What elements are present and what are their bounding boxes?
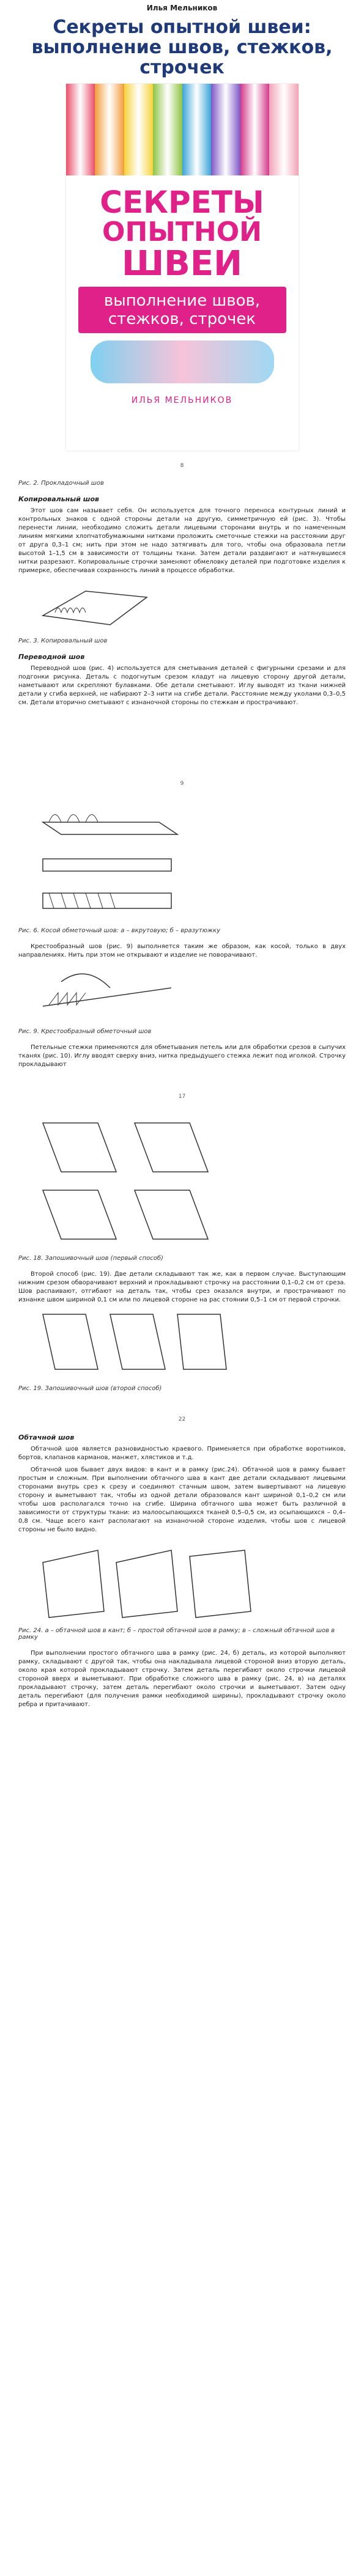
thread-spool [240,84,270,175]
section-heading: Копировальный шов [18,495,99,503]
paragraph: При выполнении простого обтачного шва в рамку (рис. 24, б) деталь, из которой выполняют рамку, складывают с другой так, чтобы она накладывала лицевой стороной вниз вторую деталь, около края которой прокладывают строчку. Затем деталь перегибают около строчки лицевой стороной вверх и выметывают. При обработке сложного шва в рамку (рис. 24, в) на деталях прокладывают строчку, затем деталь перегибают около строчки и выметывают. Затем одну деталь перегибают (для получения рамки необходимой ширины), прокладывают строчку около ребра и притачивают. [18,1650,346,1708]
paragraph: Петельные стежки применяются для обметывания петель или для обработки срезов в сыпучих тканях (рис. 10). Иглу вводят сверху вниз, нитка предыдущего стежка лежит под иголкой. Строчку прокладывают [18,1044,346,1068]
cover-title-line1: СЕКРЕТЫ [100,185,264,220]
figure-18-illustration [37,1111,232,1251]
book-cover [66,84,299,451]
figure-caption: Рис. 24. а – обтачной шов в кант; б – простой обтачной шов в рамку; в – сложный обтачной шов в рамку [18,1627,335,1641]
cover-author: ИЛЬЯ МЕЛЬНИКОВ [131,396,233,405]
paragraph: Обтачной шов бывает двух видов: в кант и в рамку (рис.24). Обтачной шов в рамку бывает простым и сложным. При выполнении обтачного шва в кант две детали складывают лицевыми сторонами внутрь срез к срезу и соединяют стачным швом, затем вывертывают на лицевую сторону и выметывают так, чтобы из одной детали образовался кант шириной 0,1–0,2 см или чтобы шов располагался точно на сгибе. Ширина обтачного шва может быть различной в зависимости от структуры ткани: из малоосыпающихся тканей 0,5–0,5 см, из осыпающихся – 0,4–0,8 см. Чаще всего кант располагают на изнаночной стороне изделия, чтобы шов с лицевой стороны не было видно. [18,1466,346,1533]
book-title: Секреты опытной швеи: выполнение швов, стежков, строчек [31,17,333,78]
paragraph: Обтачной шов является разновидностью краевого. Применяется при обработке воротников, бортов, клапанов карманов, манжет, хлястиков и т.д. [18,1446,346,1461]
figure-caption: Рис. 19. Запошивочный шов (второй способ) [18,1385,162,1392]
figure-3-illustration [37,579,159,634]
section-heading: Обтачной шов [18,1433,75,1441]
cover-title-line3: ШВЕИ [122,244,242,284]
page-number: 17 [178,1094,186,1100]
paragraph: Этот шов сам называет себя. Он используется для точного переноса контурных линий и контрольных знаков с одной стороны детали на другую, симметричную ей (рис. 3). Чтобы перенести линии, необходимо сложить детали лицевыми сторонами внутрь и по намеченным линиям мягкими хлопчатобумажными нитками проложить сметочные стежки на расстоянии друг от друга 0,3–1 см; нить при этом не надо затягивать для того, чтобы она образовала петли высотой 1–1,5 см в зависимости от толщины ткани. Затем детали раздвигают и натянувшиеся нитки разрезают. Копировальные строчки заменяют обмеловку деталей при подготовке изделия к примерке, обеспечивая сохранность линий в процессе обработки. [18,507,346,574]
figure-6a-illustration [37,798,184,877]
thread-spool [124,84,154,175]
page-sheet [18,463,346,1709]
page-number: 9 [180,781,184,787]
paragraph: Второй способ (рис. 19). Две детали складывают так же, как в первом случае. Выступающим нижним срезом обворачивают верхний и прокладывают строчку на расстоянии 0,1–0,2 см от среза. Шов распаивают, отгибают на деталь так, чтобы срез оказался внутри, и прострачивают по изнанке швом шириной 0,1 см или по лицевой стороне на рас стоянии 0,5–1 см от первой строчки. [18,1271,346,1303]
cover-fabric-illustration [91,340,274,383]
figure-19-illustration [37,1308,232,1382]
figure-caption: Рис. 6. Косой обметочный шов: а – вкрутовую; б – вразутюжку [18,927,221,934]
cover-title-line2: ОПЫТНОЙ [102,216,262,248]
figure-24-illustration [37,1538,257,1624]
figure-9-illustration [37,963,184,1025]
paragraph: Крестообразный шов (рис. 9) выполняется таким же образом, как косой, только в двух направлениях. Нить при этом не открывают и изделие не поворачивают. [18,943,346,959]
figure-caption: Рис. 9. Крестообразный обметочный шов [18,1028,152,1035]
figure-caption: Рис. 18. Запошивочный шов (первый способ) [18,1255,163,1262]
thread-spools-image [66,84,299,175]
figure-caption: Рис. 2. Прокладочный шов [18,480,104,487]
figure-caption: Рис. 3. Копировальный шов [18,638,108,644]
thread-spool [182,84,212,175]
thread-spool [269,84,299,175]
paragraph: Переводной шов (рис. 4) используется для сметывания деталей с фигурными срезами и для подгонки рисунка. Деталь с подогнутым срезом кладут на лицевую сторону другой детали, наметывают или скрепляют булавками. Обе детали сметывают. Иглу выводят из ткани нижней детали у сгиба верхней, не набирают 2–3 нити на сгибе детали. Расстояние между уколами 0,3–0,5 см. Детали вторично сметывают с изнаночной стороны по стежкам и прострачивают. [18,665,346,706]
cover-subtitle: выполнение швов, стежков, строчек [78,287,286,333]
thread-spool [153,84,182,175]
figure-6b-illustration [37,881,184,924]
page-number: 22 [178,1416,186,1422]
section-heading: Переводной шов [18,653,85,661]
page-number: 8 [180,463,184,469]
thread-spool [95,84,124,175]
author-name: Илья Мельников [146,4,218,12]
thread-spool [66,84,95,175]
thread-spool [211,84,240,175]
